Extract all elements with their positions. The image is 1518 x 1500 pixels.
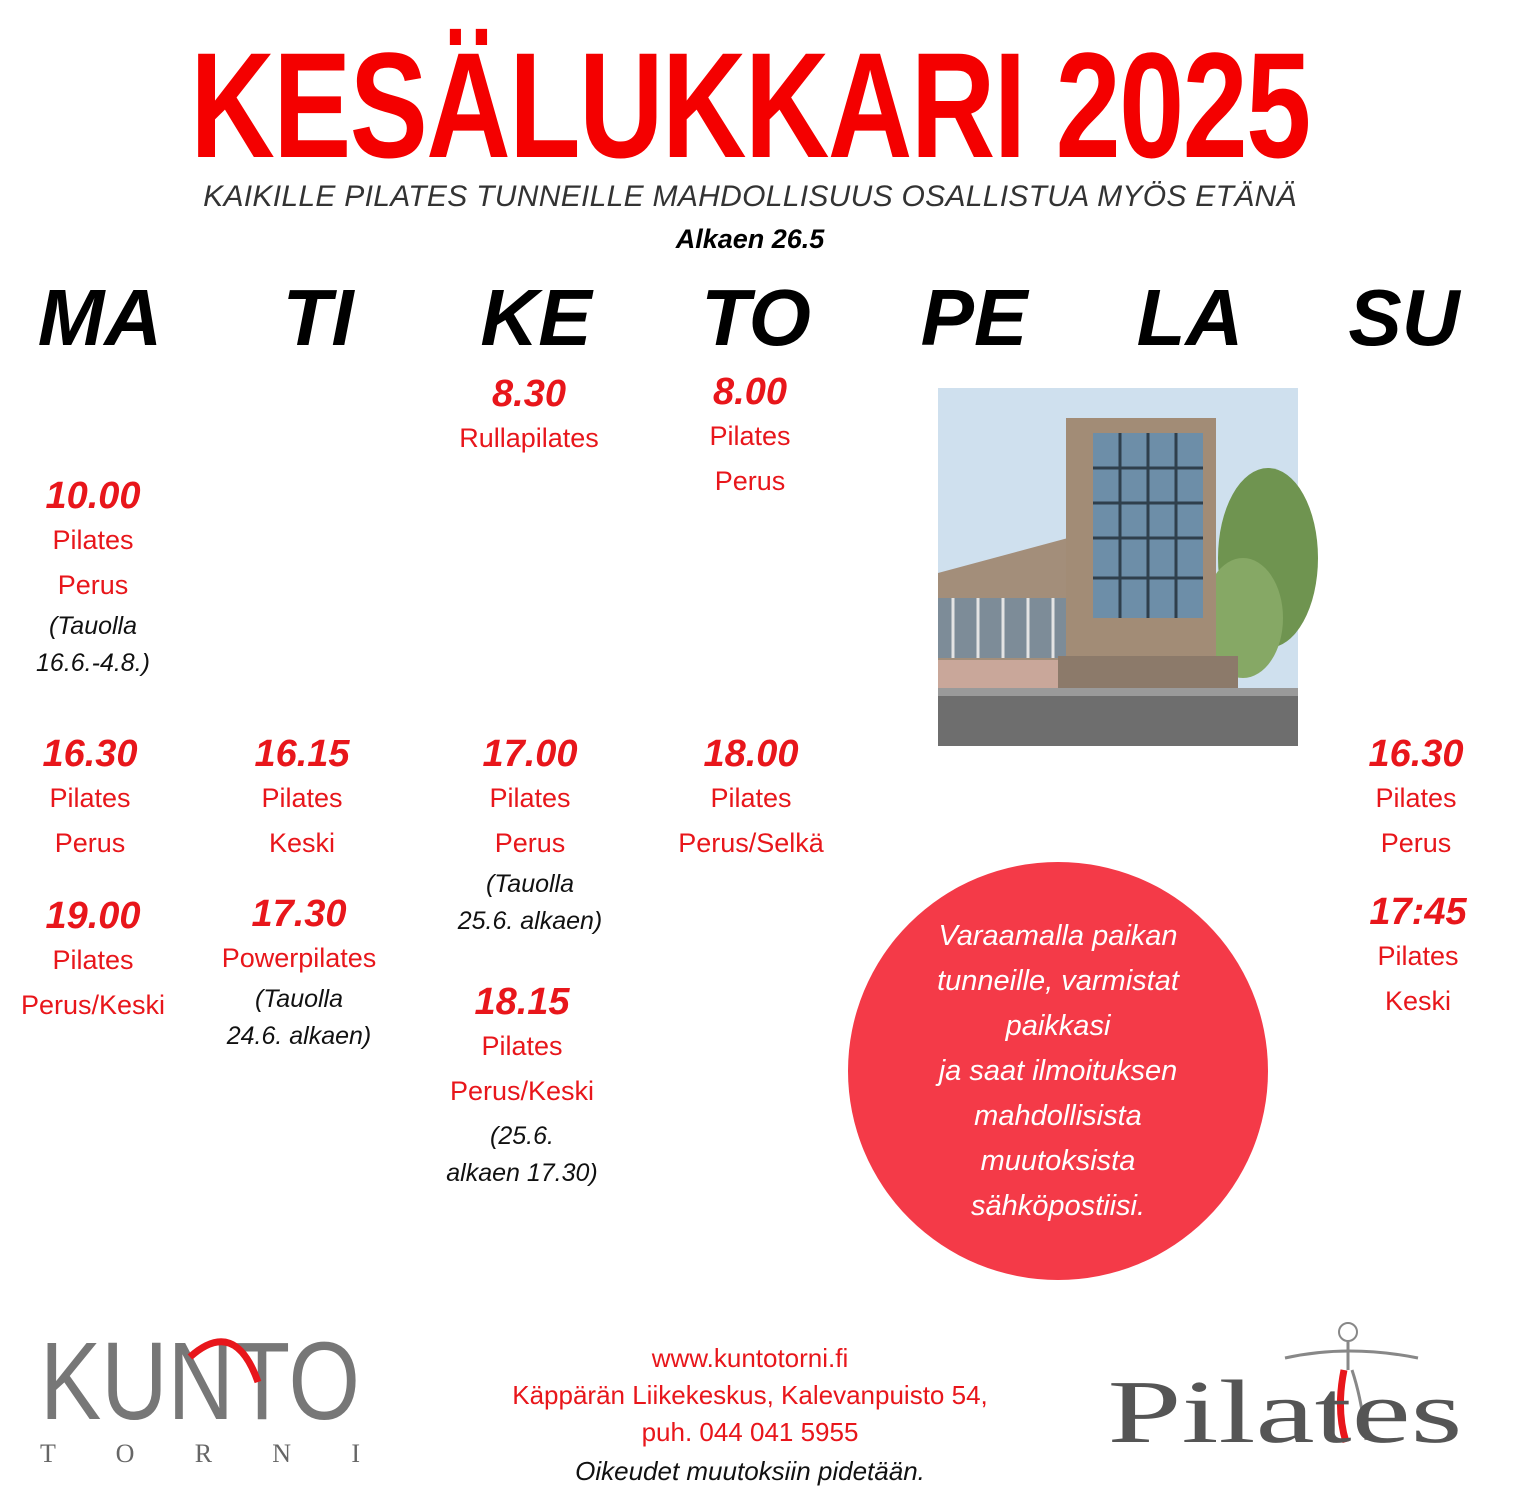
class-name: Pilates [1377,941,1459,971]
booking-info-text: Varaamalla paikan tunneille, varmistat paikkasi ja saat ilmoituksen mahdollisista muutoksista sähköpostiisi. [937,919,1179,1222]
class-level: Keski [1384,986,1452,1016]
start-date: Alkaen 26.5 [675,224,825,254]
class-note: 24.6. alkaen) [226,1022,372,1050]
class-level: Perus/Keski [449,1076,595,1106]
class-name: Pilates [52,945,134,975]
day-header-ke: KE [480,273,592,362]
day-header-pe: PE [920,273,1028,362]
kuntotorni-logo-mark [40,1322,370,1472]
subtitle: KAIKILLE PILATES TUNNEILLE MAHDOLLISUUS OSALLISTUA MYÖS ETÄNÄ [203,180,1297,213]
phone-number[interactable]: puh. 044 041 5955 [641,1417,859,1447]
class-name: Rullapilates [459,423,599,453]
day-header-ma: MA [37,273,163,362]
class-slot[interactable] [0,894,186,1028]
class-level: Perus [54,828,126,858]
class-time: 16.15 [254,733,350,775]
class-slot[interactable] [424,372,634,461]
class-time: 8.00 [713,371,787,413]
class-note: alkaen 17.30) [446,1159,598,1187]
class-slot[interactable] [1318,890,1518,1024]
day-header-to: TO [701,273,811,362]
class-time: 19.00 [45,895,141,937]
class-time: 17:45 [1369,891,1467,933]
class-time: 8.30 [492,373,566,415]
class-slot[interactable] [422,980,622,1192]
building-photo [938,388,1298,746]
class-time: 17.00 [482,733,578,775]
class-slot[interactable] [650,732,852,866]
day-header-su: SU [1348,273,1460,362]
class-level: Perus/Keski [20,990,166,1020]
building-illustration [938,388,1298,746]
class-name: Pilates [710,783,792,813]
class-name: Pilates [49,783,131,813]
class-time: 16.30 [1368,733,1464,775]
class-name: Pilates [1375,783,1457,813]
page-title: KESÄLUKKARI 2025 [190,21,1310,189]
class-level: Perus/Selkä [678,828,824,858]
class-time: 16.30 [42,733,138,775]
class-note: 25.6. alkaen) [457,907,603,935]
class-time: 18.15 [474,981,570,1023]
day-header-la: LA [1136,273,1244,362]
class-level: Perus [1380,828,1452,858]
class-name: Pilates [481,1031,563,1061]
class-slot[interactable] [430,732,630,940]
class-name: Pilates [52,525,134,555]
website-link[interactable]: www.kuntotorni.fi [651,1343,849,1373]
logo-word-torni: TORNI [40,1439,360,1468]
footer-contact [420,1340,1080,1491]
class-slot[interactable] [194,892,404,1055]
class-slot[interactable] [0,474,186,682]
class-level: Keski [268,828,336,858]
class-name: Pilates [489,783,571,813]
class-note: (Tauolla [485,870,575,898]
class-slot[interactable] [0,732,188,866]
address: Käppärän Liikekeskus, Kalevanpuisto 54, [512,1380,988,1410]
class-note: (Tauolla [48,612,138,640]
kuntotorni-logo [40,1322,370,1472]
pilates-logo [1100,1310,1470,1460]
booking-info-bubble [848,862,1268,1280]
class-note: (Tauolla [254,985,344,1013]
pilates-logo-mark [1100,1310,1470,1460]
disclaimer: Oikeudet muutoksiin pidetään. [575,1456,925,1486]
class-time: 18.00 [703,733,799,775]
class-name: Pilates [261,783,343,813]
class-slot[interactable] [202,732,402,866]
class-time: 17.30 [251,893,347,935]
class-slot[interactable] [650,370,850,504]
class-level: Perus [57,570,129,600]
logo-word-pilates: Pilates [1107,1363,1463,1462]
class-level: Perus [714,466,786,496]
class-level: Perus [494,828,566,858]
class-name: Powerpilates [221,943,377,973]
logo-word-kunto: KUNTO [40,1320,360,1443]
class-slot[interactable] [1318,732,1514,866]
class-time: 10.00 [45,475,141,517]
class-name: Pilates [709,421,791,451]
day-header-ti: TI [282,273,354,362]
class-note: (25.6. [490,1122,554,1150]
class-note: 16.6.-4.8.) [36,649,150,677]
